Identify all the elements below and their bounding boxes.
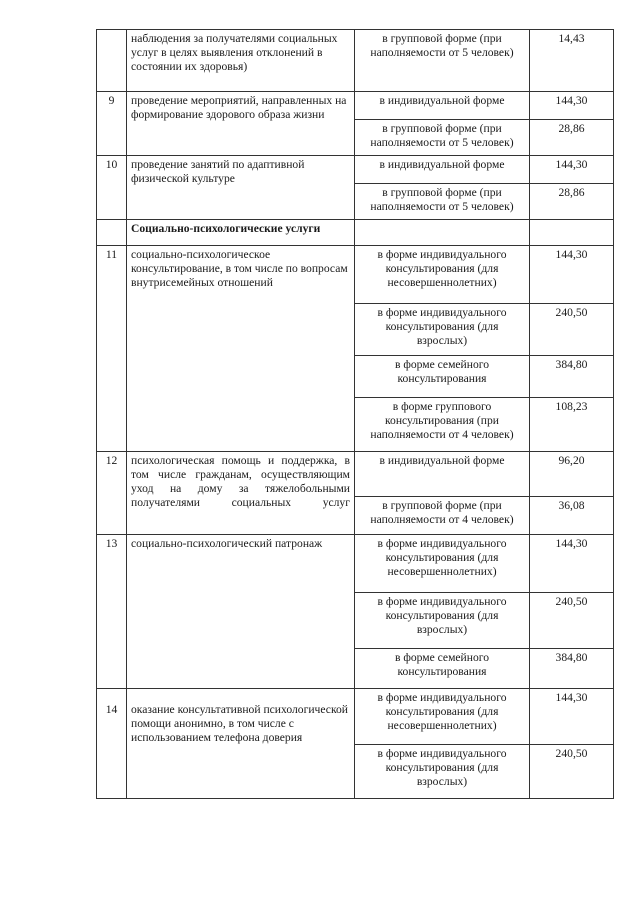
price-value: 384,80 [530, 356, 614, 398]
service-form: в форме индивидуального консультирования (для несовершеннолетних) [355, 246, 530, 304]
table-row [97, 30, 614, 92]
service-form: в индивидуальной форме [355, 452, 530, 497]
price-value: 144,30 [530, 92, 614, 120]
service-name: социально-психологическое консультирование, в том числе по вопросам внутрисемейных отношений [127, 246, 355, 452]
service-form: в форме индивидуального консультирования (для взрослых) [355, 745, 530, 799]
service-name: оказание консультативной психологической помощи анонимно, в том числе с использованием телефона доверия [127, 689, 355, 799]
service-form: в форме семейного консультирования [355, 649, 530, 689]
price-value: 240,50 [530, 593, 614, 649]
service-form: в групповой форме (при наполняемости от 5 человек) [355, 120, 530, 156]
table-row [97, 92, 614, 120]
price-value: 144,30 [530, 156, 614, 184]
price-value: 240,50 [530, 304, 614, 356]
table-row [97, 156, 614, 184]
section-heading: Социально-психологические услуги [127, 220, 355, 246]
row-number: 14 [97, 689, 127, 799]
service-form: в групповой форме (при наполняемости от 5 человек) [355, 30, 530, 92]
service-name: социально-психологический патронаж [127, 535, 355, 689]
service-name: наблюдения за получателями социальных услуг в целях выявления отклонений в состоянии их здоровья) [127, 30, 355, 92]
service-form: в групповой форме (при наполняемости от 5 человек) [355, 184, 530, 220]
service-form: в форме индивидуального консультирования (для взрослых) [355, 593, 530, 649]
row-number: 11 [97, 246, 127, 452]
price-value: 36,08 [530, 497, 614, 535]
service-form: в форме индивидуального консультирования (для несовершеннолетних) [355, 535, 530, 593]
table-row [97, 246, 614, 304]
price-value: 96,20 [530, 452, 614, 497]
table-row [97, 452, 614, 497]
price-value: 14,43 [530, 30, 614, 92]
price-value: 108,23 [530, 398, 614, 452]
service-form: в групповой форме (при наполняемости от 4 человек) [355, 497, 530, 535]
row-number: 12 [97, 452, 127, 535]
price-value: 384,80 [530, 649, 614, 689]
table-row [97, 535, 614, 593]
service-form: в индивидуальной форме [355, 92, 530, 120]
service-form: в индивидуальной форме [355, 156, 530, 184]
price-value: 144,30 [530, 246, 614, 304]
price-value: 240,50 [530, 745, 614, 799]
section-row [97, 220, 614, 246]
row-number: 10 [97, 156, 127, 220]
price-value: 28,86 [530, 120, 614, 156]
price-value: 144,30 [530, 689, 614, 745]
row-number: 9 [97, 92, 127, 156]
service-name: психологическая помощь и поддержка, в том числе гражданам, осуществляющим уход на дому за тяжелобольными получателями социальных услуг [127, 452, 355, 535]
service-name: проведение мероприятий, направленных на формирование здорового образа жизни [127, 92, 355, 156]
service-form: в форме группового консультирования (при наполняемости от 4 человек) [355, 398, 530, 452]
table-row [97, 689, 614, 745]
service-form: в форме индивидуального консультирования (для несовершеннолетних) [355, 689, 530, 745]
services-tariff-table [96, 29, 614, 799]
service-name: проведение занятий по адаптивной физической культуре [127, 156, 355, 220]
price-value: 144,30 [530, 535, 614, 593]
service-form: в форме индивидуального консультирования (для взрослых) [355, 304, 530, 356]
price-value: 28,86 [530, 184, 614, 220]
row-number [97, 30, 127, 92]
service-form: в форме семейного консультирования [355, 356, 530, 398]
row-number: 13 [97, 535, 127, 689]
